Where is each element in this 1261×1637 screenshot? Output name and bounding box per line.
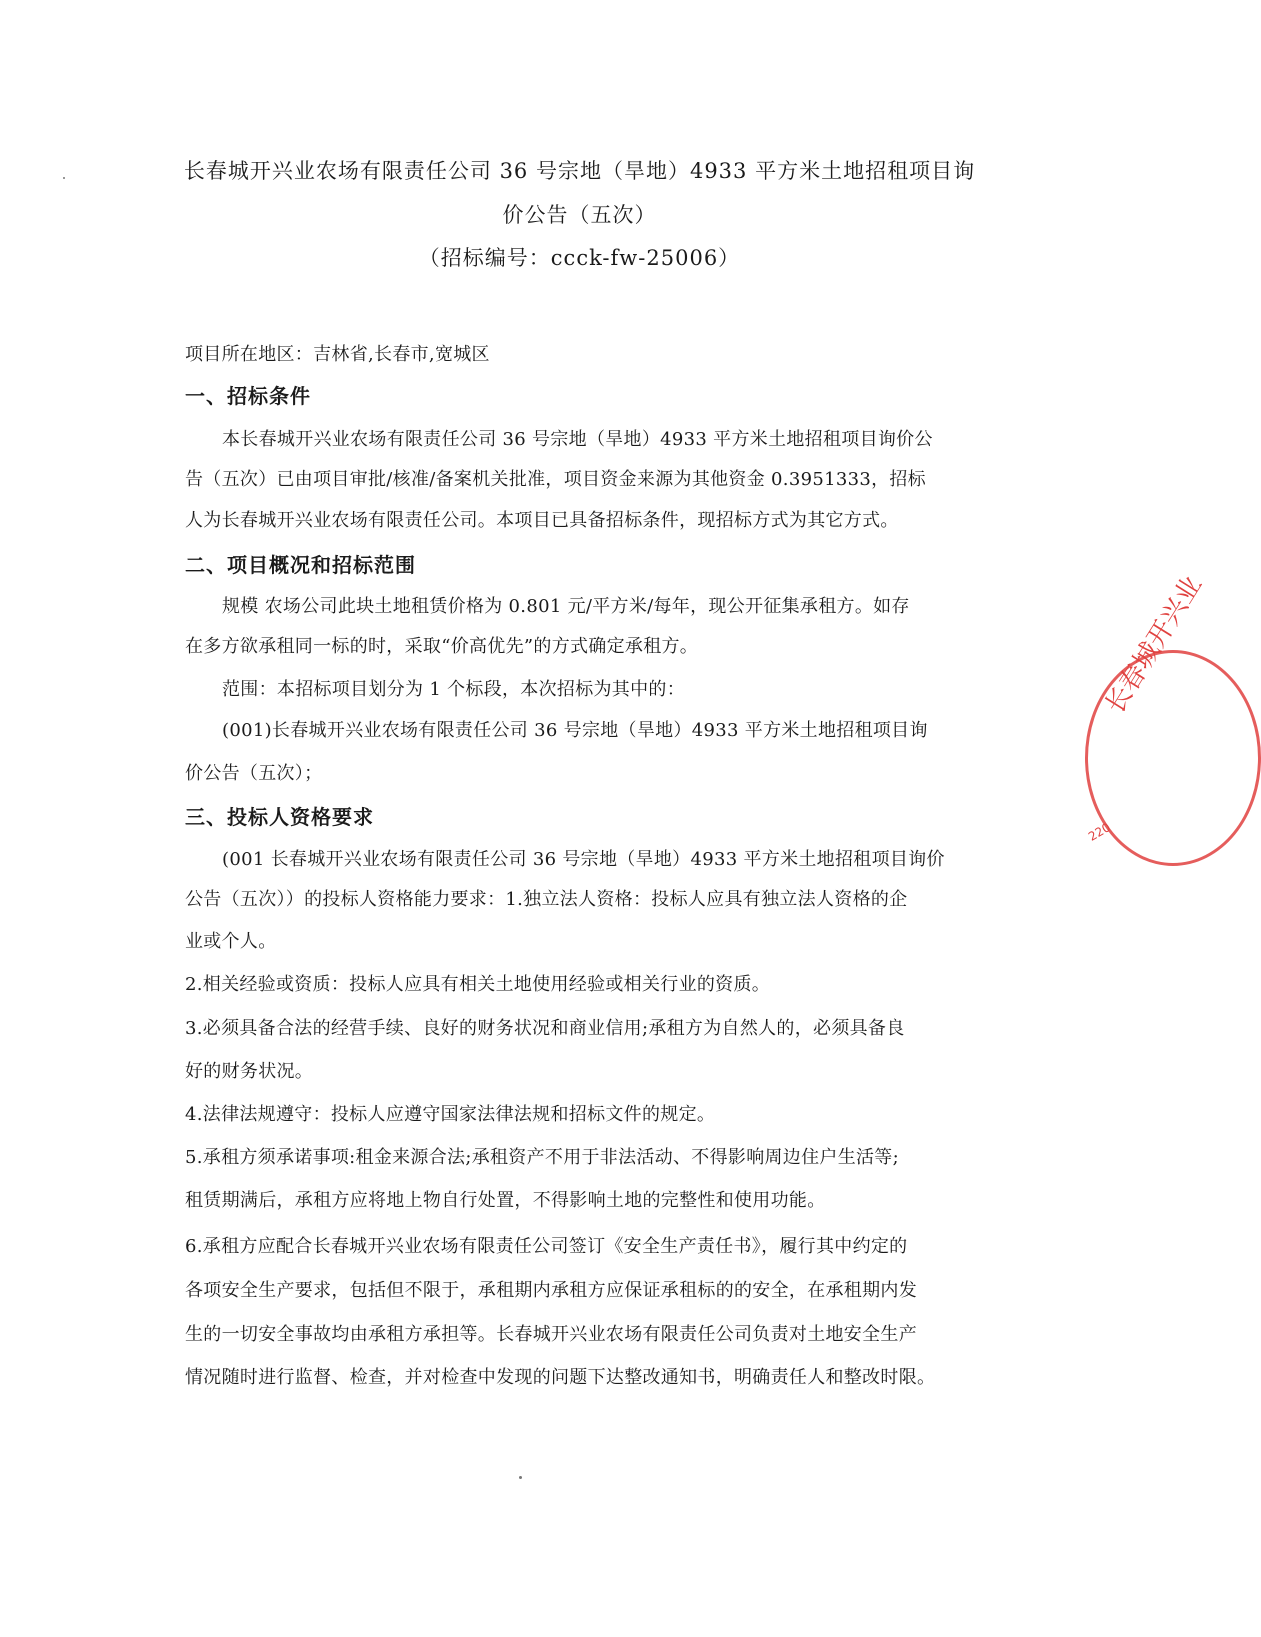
paragraph-line: 在多方欲承租同一标的时，采取“价高优先”的方式确定承租方。 bbox=[185, 636, 699, 657]
paragraph-line: (001)长春城开兴业农场有限责任公司 36 号宗地（旱地）4933 平方米土地招租项目询 bbox=[222, 720, 928, 741]
title-line-1: 长春城开兴业农场有限责任公司 36 号宗地（旱地）4933 平方米土地招租项目询 bbox=[183, 159, 976, 183]
paragraph-line: 生的一切安全事故均由承租方承担等。长春城开兴业农场有限责任公司负责对土地安全生产 bbox=[185, 1324, 917, 1345]
paragraph-line: 本长春城开兴业农场有限责任公司 36 号宗地（旱地）4933 平方米土地招租项目询价公 bbox=[222, 429, 933, 450]
seal-number: 220 bbox=[1086, 820, 1113, 844]
title-line-2: 价公告（五次） bbox=[502, 203, 657, 227]
paragraph-line: 范围：本招标项目划分为 1 个标段，本次招标为其中的： bbox=[222, 679, 685, 700]
paragraph-line: 公告（五次））的投标人资格能力要求：1.独立法人资格：投标人应具有独立法人资格的企 bbox=[185, 889, 908, 910]
paragraph-line: 6.承租方应配合长春城开兴业农场有限责任公司签订《安全生产责任书》，履行其中约定的 bbox=[185, 1236, 908, 1257]
bid-number: （招标编号：ccck-fw-25006） bbox=[418, 246, 741, 270]
paragraph-line: 规模 农场公司此块土地租赁价格为 0.801 元/平方米/每年，现公开征集承租方。如存 bbox=[222, 596, 910, 617]
paragraph-line: (001 长春城开兴业农场有限责任公司 36 号宗地（旱地）4933 平方米土地招租项目询价 bbox=[222, 849, 945, 870]
paragraph-line: 5.承租方须承诺事项:租金来源合法;承租资产不用于非法活动、不得影响周边住户生活等; bbox=[185, 1147, 899, 1168]
paragraph-line: 3.必须具备合法的经营手续、良好的财务状况和商业信用;承租方为自然人的，必须具备良 bbox=[185, 1018, 905, 1039]
paragraph-line: 各项安全生产要求，包括但不限于，承租期内承租方应保证承租标的的安全，在承租期内发 bbox=[185, 1280, 917, 1301]
project-location: 项目所在地区：吉林省,长春市,宽城区 bbox=[185, 344, 490, 365]
seal-text: 长春城开兴业 bbox=[1100, 570, 1209, 720]
paragraph-line: 2.相关经验或资质：投标人应具有相关土地使用经验或相关行业的资质。 bbox=[185, 974, 771, 995]
paragraph-line: 情况随时进行监督、检查，并对检查中发现的问题下达整改通知书，明确责任人和整改时限。 bbox=[185, 1367, 936, 1388]
paragraph-line: 告（五次）已由项目审批/核准/备案机关批准，项目资金来源为其他资金 0.3951333，招标 bbox=[185, 469, 926, 490]
section-2-heading: 二、项目概况和招标范围 bbox=[185, 553, 416, 577]
scan-speck bbox=[63, 177, 65, 179]
paragraph-line: 价公告（五次）； bbox=[185, 763, 323, 784]
section-3-heading: 三、投标人资格要求 bbox=[185, 805, 374, 829]
paragraph-line: 4.法律法规遵守：投标人应遵守国家法律法规和招标文件的规定。 bbox=[185, 1104, 716, 1125]
scan-speck bbox=[519, 1476, 522, 1479]
section-1-heading: 一、招标条件 bbox=[185, 384, 311, 408]
paragraph-line: 好的财务状况。 bbox=[185, 1061, 314, 1082]
paragraph-line: 人为长春城开兴业农场有限责任公司。本项目已具备招标条件，现招标方式为其它方式。 bbox=[185, 510, 899, 531]
paragraph-line: 租赁期满后，承租方应将地上物自行处置，不得影响土地的完整性和使用功能。 bbox=[185, 1190, 826, 1211]
paragraph-line: 业或个人。 bbox=[185, 931, 277, 952]
